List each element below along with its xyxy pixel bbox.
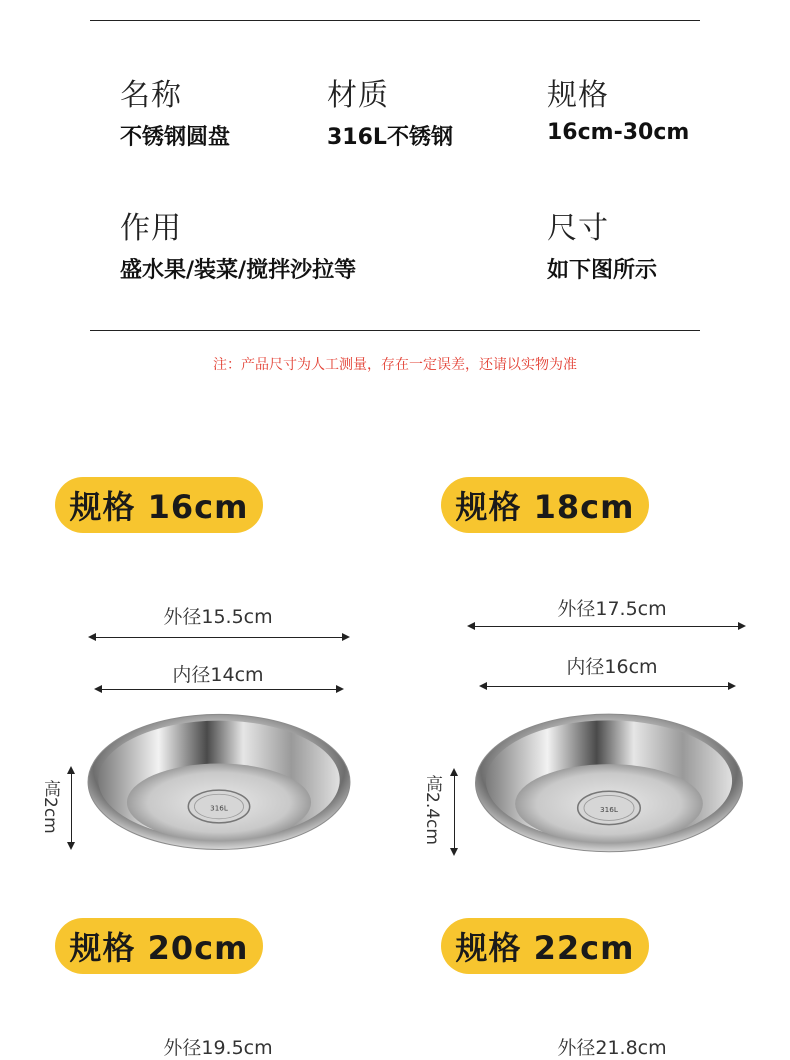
size-badge-16: 规格 16cm [55, 477, 263, 533]
outer-diameter-arrow-18 [469, 626, 744, 627]
plate-image-16 [86, 712, 352, 856]
height-label-18: 高2.4cm [422, 775, 442, 845]
inner-diameter-arrow-16 [96, 689, 342, 690]
plate-image-18 [468, 712, 750, 858]
use-label: 作用 [120, 211, 182, 246]
outer-diameter-label-18: 外径17.5cm [557, 598, 667, 620]
outer-diameter-label-16: 外径15.5cm [163, 606, 273, 628]
size-badge-20: 规格 20cm [55, 918, 263, 974]
inner-diameter-label-16: 内径14cm [172, 664, 264, 686]
use-value: 盛水果/装菜/搅拌沙拉等 [120, 258, 357, 283]
dimension-label: 尺寸 [547, 211, 609, 246]
top-divider [90, 20, 700, 21]
measurement-note: 注：产品尺寸为人工测量，存在一定误差，还请以实物为准 [213, 357, 577, 373]
height-label-16: 高2cm [40, 780, 60, 834]
size-badge-22: 规格 22cm [441, 918, 649, 974]
inner-diameter-arrow-18 [481, 686, 734, 687]
material-label: 材质 [327, 78, 389, 113]
dimension-value: 如下图所示 [547, 258, 658, 283]
name-label: 名称 [120, 78, 182, 113]
outer-diameter-label-22: 外径21.8cm [557, 1037, 667, 1059]
plate-stamp-16: 316L [210, 803, 228, 813]
outer-diameter-label-20: 外径19.5cm [163, 1037, 273, 1059]
height-arrow-18 [454, 770, 455, 854]
size-label: 规格 [547, 78, 609, 113]
inner-diameter-label-18: 内径16cm [566, 656, 658, 678]
bottom-divider [90, 330, 700, 331]
name-value: 不锈钢圆盘 [120, 125, 231, 150]
outer-diameter-arrow-16 [90, 637, 348, 638]
material-value: 316L不锈钢 [327, 125, 453, 150]
height-arrow-16 [71, 768, 72, 848]
size-badge-18: 规格 18cm [441, 477, 649, 533]
size-value: 16cm-30cm [547, 120, 690, 145]
plate-stamp-18: 316L [600, 805, 618, 815]
